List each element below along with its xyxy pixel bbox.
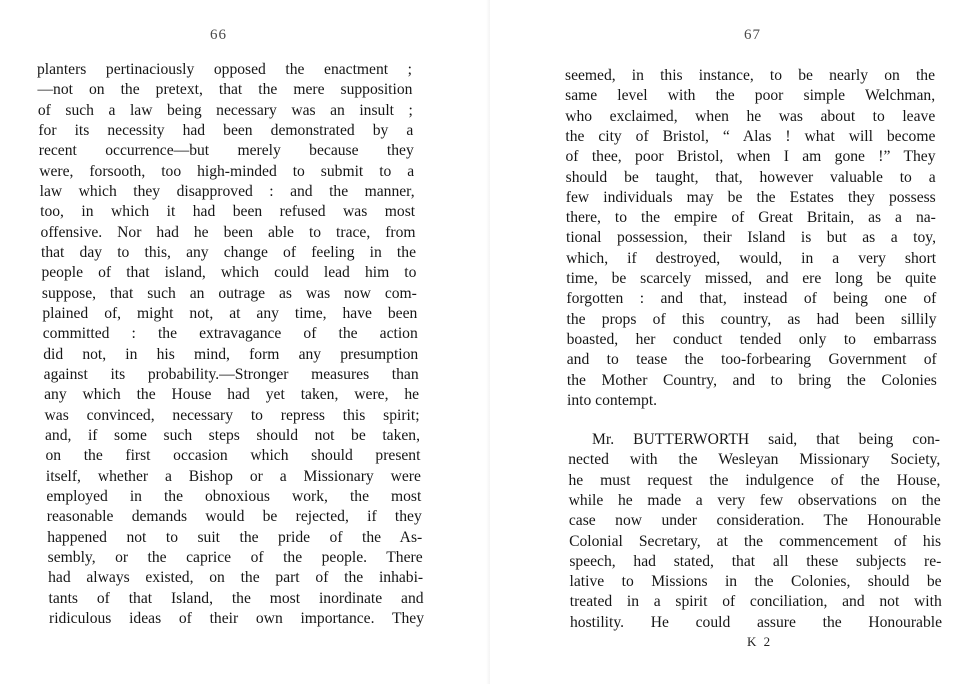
text-line: who exclaimed, when he was about to leave bbox=[565, 107, 936, 125]
text-line: Mr. BUTTERWORTH said, that being con- bbox=[592, 431, 940, 448]
text-line: which, if destroyed, would, in a very short bbox=[566, 249, 937, 267]
text-line: —not on the pretext, that the mere supposition bbox=[37, 81, 413, 99]
text-line: ridiculous ideas of their own importance. They bbox=[49, 609, 424, 627]
text-line: plained of, might not, at any time, have been bbox=[42, 304, 418, 322]
text-line: reasonable demands would be rejected, if they bbox=[46, 508, 422, 526]
text-line: hostility. He could assure the Honourable bbox=[570, 613, 942, 631]
text-line: seemed, in this instance, to be nearly on the bbox=[565, 67, 935, 84]
text-line: planters pertinaciously opposed the enactment ; bbox=[37, 61, 412, 78]
text-line: that day to this, any change of feeling in the bbox=[41, 243, 416, 261]
text-line: time, be scarcely missed, and ere long be quite bbox=[566, 270, 937, 287]
right-page-number: 67 bbox=[744, 27, 761, 43]
text-line: boasted, her conduct tended only to embarrass bbox=[566, 330, 937, 348]
text-line: while he made a very few observations on the bbox=[568, 491, 941, 509]
text-line: lative to Missions in the Colonies, should be bbox=[569, 573, 942, 591]
text-line: committed : the extravagance of the action bbox=[42, 325, 418, 343]
text-line: speech, had stated, that all these subjects re- bbox=[569, 552, 942, 570]
text-line: the Mother Country, and to bring the Colonies bbox=[566, 371, 937, 389]
text-line: happened not to suit the pride of the As- bbox=[47, 528, 423, 546]
text-line: were, forsooth, too high-minded to submit to a bbox=[39, 162, 415, 180]
text-line: sembly, or the caprice of the people. There bbox=[47, 548, 423, 566]
text-line: tants of that Island, the most inordinate and bbox=[48, 589, 424, 607]
text-line: and to tease the too-forbearing Government of bbox=[566, 351, 937, 369]
right-page bbox=[490, 0, 980, 684]
text-line: same level with the poor simple Welchman, bbox=[565, 87, 936, 105]
text-line: did not, in his mind, form any presumption bbox=[43, 345, 419, 363]
signature-mark: K 2 bbox=[747, 634, 773, 649]
text-line: was convinced, necessary to repress this spirit; bbox=[44, 406, 420, 424]
text-line: offensive. Nor had he been able to trace, from bbox=[40, 223, 416, 241]
text-line: employed in the obnoxious work, the most bbox=[46, 487, 422, 505]
text-line: law which they disapproved : and the manner, bbox=[39, 182, 415, 200]
text-line: should be taught, that, however valuable to a bbox=[565, 168, 936, 186]
text-line: forgotten : and that, instead of being one of bbox=[566, 290, 937, 308]
text-line: the props of this country, as had been sillily bbox=[566, 310, 937, 328]
text-line: suppose, that such an outrage as was now com- bbox=[41, 284, 417, 302]
text-line: into contempt. bbox=[567, 391, 658, 409]
text-line: too, in which it had been refused was most bbox=[40, 203, 416, 221]
text-line: had always existed, on the part of the inhabi- bbox=[48, 569, 424, 587]
text-line: and, if some such steps should not be taken, bbox=[45, 426, 420, 444]
text-line: people of that island, which could lead him to bbox=[41, 264, 417, 282]
text-line: against its probability.—Stronger measures than bbox=[43, 365, 419, 383]
text-line: few individuals may be the Estates they possess bbox=[565, 188, 936, 206]
text-line: any which the House had yet taken, were, he bbox=[44, 386, 420, 404]
text-line: of thee, poor Bristol, when I am gone !” They bbox=[565, 148, 936, 166]
text-line: itself, whether a Bishop or a Missionary were bbox=[45, 467, 421, 485]
text-line: treated in a spirit of conciliation, and not with bbox=[569, 593, 942, 611]
text-line: on the first occasion which should present bbox=[45, 447, 421, 465]
text-line: for its necessity had been demonstrated by a bbox=[38, 121, 414, 139]
text-line: there, to the empire of Great Britain, as a na- bbox=[565, 209, 936, 227]
text-line: nected with the Wesleyan Missionary Society, bbox=[568, 451, 941, 469]
left-page-number: 66 bbox=[210, 27, 227, 43]
text-line: he must request the indulgence of the House, bbox=[568, 471, 941, 489]
text-line: Colonial Secretary, at the commencement of his bbox=[569, 532, 942, 550]
text-line: tional possession, their Island is but as a toy, bbox=[566, 229, 936, 247]
text-line: of such a law being necessary was an insult ; bbox=[37, 101, 413, 119]
text-line: recent occurrence—but merely because they bbox=[38, 142, 414, 160]
text-line: the city of Bristol, “ Alas ! what will become bbox=[565, 127, 936, 145]
text-line: case now under consideration. The Honourable bbox=[568, 512, 941, 530]
